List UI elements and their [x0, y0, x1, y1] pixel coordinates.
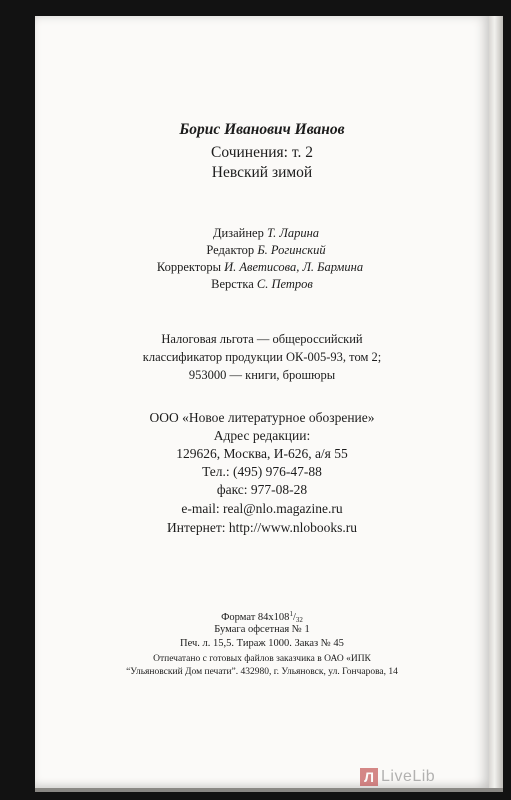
publisher-name: ООО «Новое литературное обозрение» [149, 410, 375, 425]
credit-role: Корректоры [156, 260, 221, 274]
watermark-text: LiveLib [381, 768, 436, 785]
credit-name: С. Петров [256, 277, 313, 291]
livelib-watermark [360, 766, 435, 788]
phone: Тел.: (495) 976-47-88 [202, 464, 322, 479]
book-page [35, 16, 489, 788]
credit-role: Редактор [206, 243, 255, 257]
sheets-line: Печ. л. 15,5. Тираж 1000. Заказ № 45 [180, 638, 344, 649]
credit-role: Верстка [211, 277, 254, 291]
printer-line: “Ульяновский Дом печати”. 432980, г. Ульяновск, ул. Гончарова, 14 [126, 667, 398, 677]
format-text: Формат 84x108 [221, 612, 290, 623]
website: Интернет: http://www.nlobooks.ru [167, 520, 357, 535]
email: e-mail: real@nlo.magazine.ru [181, 501, 343, 516]
credit-layout [35, 277, 489, 292]
format-numerator: 1 [289, 610, 293, 618]
book-subtitle: Невский зимой [211, 164, 313, 181]
fax: факс: 977-08-28 [216, 482, 308, 497]
credit-editor [39, 243, 493, 258]
book-title: Сочинения: т. 2 [211, 144, 313, 161]
tax-line: классификатор продукции ОК-005-93, том 2; [142, 350, 382, 364]
tax-line: Налоговая льгота — общероссийский [161, 332, 363, 346]
credit-name: Т. Ларина [266, 226, 320, 240]
credit-name: И. Аветисова, Л. Бармина [224, 260, 364, 274]
address-label: Адрес редакции: [213, 428, 311, 443]
page-edge [489, 16, 503, 788]
address: 129626, Москва, И-626, а/я 55 [176, 446, 348, 461]
credit-role: Дизайнер [212, 226, 264, 240]
tax-line: 953000 — книги, брошюры [188, 368, 336, 382]
page-bottom-edge [35, 788, 503, 792]
paper-line: Бумага офсетная № 1 [214, 624, 310, 635]
livelib-logo-icon: Л [360, 768, 378, 786]
printer-line: Отпечатано с готовых файлов заказчика в ОАО «ИПК [153, 654, 371, 664]
format-denominator: 32 [295, 616, 303, 624]
credit-designer [39, 226, 493, 241]
format-line: Формат $84x108^1/_{32}$ [221, 610, 303, 624]
author-name: Борис Иванович Иванов [179, 121, 345, 138]
credit-proofreaders [33, 260, 487, 275]
credit-name: Б. Рогинский [257, 243, 326, 257]
